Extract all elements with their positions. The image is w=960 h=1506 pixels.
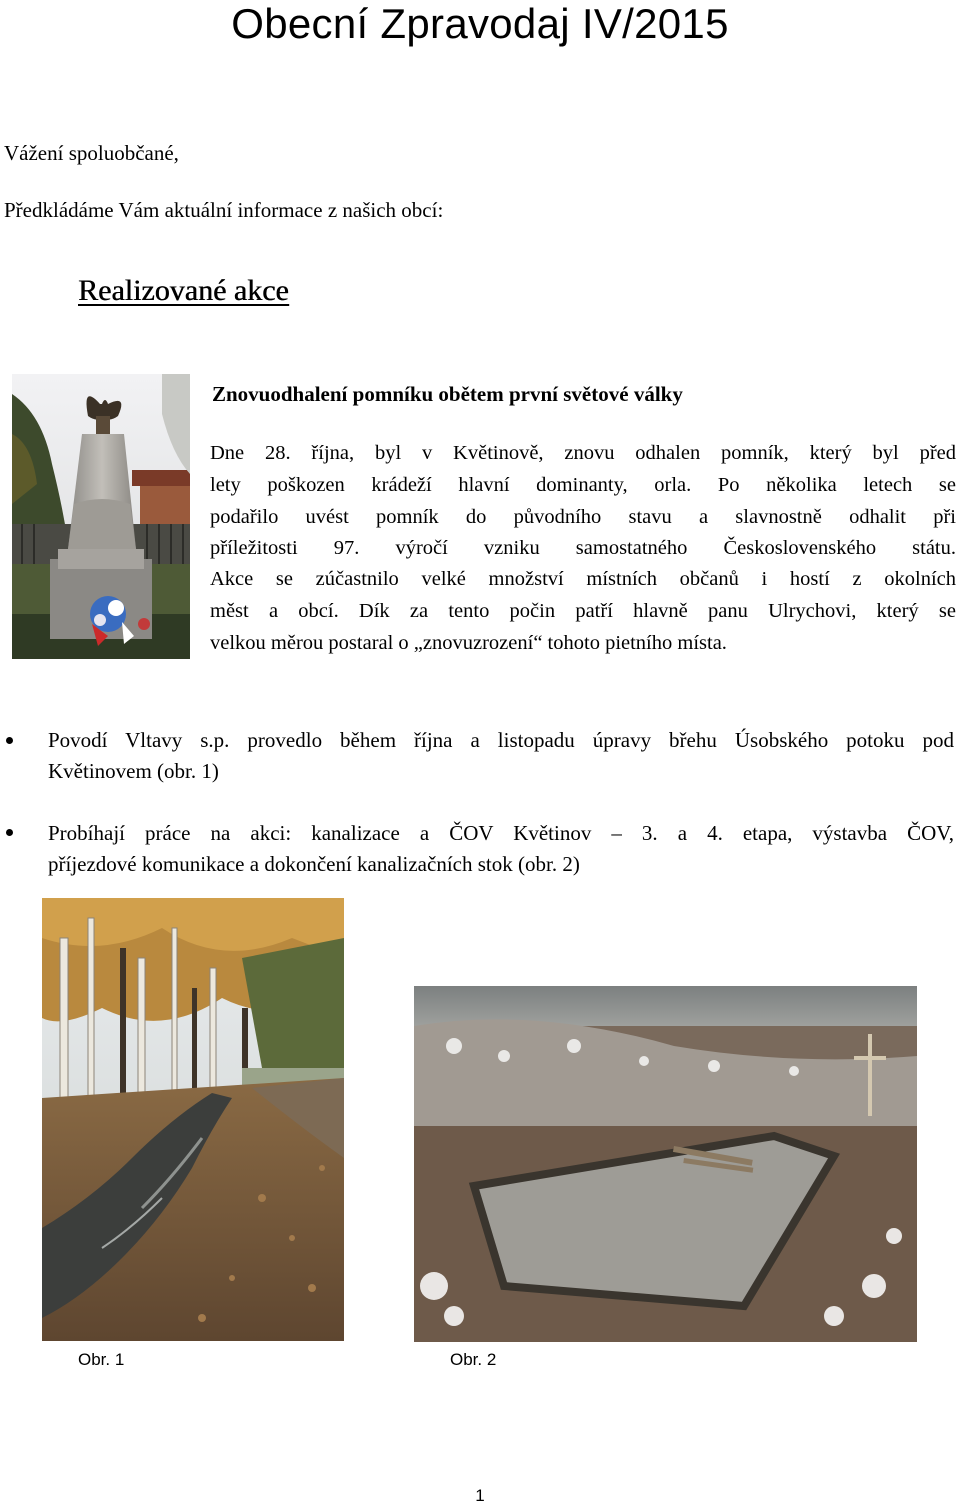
bullet-icon [6, 829, 13, 836]
section-heading: Realizované akce [78, 274, 289, 307]
figure-1-caption: Obr. 1 [78, 1350, 125, 1369]
bullet-icon [6, 737, 13, 744]
article-line: podařilo uvést pomník do původního stavu a slavnostně odhalit při [210, 506, 956, 528]
article-heading: Znovuodhalení pomníku obětem první světové války [212, 382, 683, 406]
monument-photo [12, 374, 190, 659]
stream-photo [42, 898, 344, 1341]
bullet-text-line: Květinovem (obr. 1) [48, 759, 219, 783]
article-line: Dne 28. října, byl v Květinově, znovu odhalen pomník, který byl před [210, 442, 956, 464]
article-line: Akce se zúčastnilo velké množství místních občanů i hostí z okolních [210, 568, 956, 590]
article-line: příležitosti 97. výročí vzniku samostatného Československého státu. [210, 537, 956, 559]
article-line: lety poškozen krádeží hlavní dominanty, orla. Po několika letech se [210, 474, 956, 496]
bullet-text-line: Povodí Vltavy s.p. provedlo během října a listopadu úpravy břehu Úsobského potoku pod [48, 728, 954, 752]
greeting: Vážení spoluobčané, [4, 141, 179, 165]
page-title: Obecní Zpravodaj IV/2015 [231, 0, 729, 47]
article-line: velkou měrou postaral o „znovuzrození“ tohoto pietního místa. [210, 632, 727, 654]
article-line: měst a obcí. Dík za tento počin patří hlavně panu Ulrychovi, který se [210, 600, 956, 622]
lead-text: Předkládáme Vám aktuální informace z našich obcí: [4, 198, 444, 222]
page-number: 1 [475, 1486, 485, 1505]
construction-photo [414, 986, 917, 1342]
bullet-text-line: Probíhají práce na akci: kanalizace a ČOV Květinov – 3. a 4. etapa, výstavba ČOV, [48, 821, 954, 845]
figure-2-caption: Obr. 2 [450, 1350, 497, 1369]
bullet-text-line: příjezdové komunikace a dokončení kanalizačních stok (obr. 2) [48, 852, 580, 876]
